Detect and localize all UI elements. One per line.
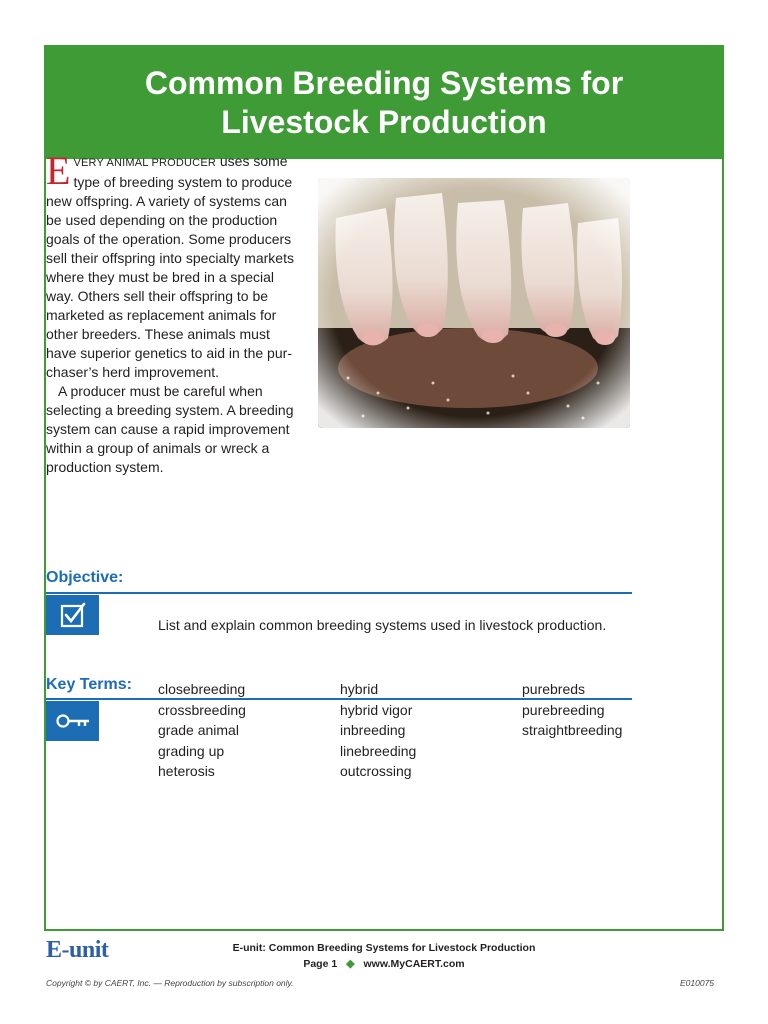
drop-cap: E xyxy=(46,148,71,193)
intro-smallcaps: VERY ANIMAL PRODUCER xyxy=(73,157,216,169)
key-term: heterosis xyxy=(158,763,215,779)
page-title xyxy=(104,64,664,142)
diamond-icon: ◆ xyxy=(346,958,355,970)
key-terms-heading: Key Terms: xyxy=(46,676,132,693)
key-terms-column-3 xyxy=(522,679,622,741)
key-term: straightbreeding xyxy=(522,722,623,738)
key-terms-column-1 xyxy=(158,679,246,782)
key-icon xyxy=(55,711,91,731)
key-term: purebreeding xyxy=(522,701,605,718)
key-term: outcrossing xyxy=(340,763,412,779)
key-terms-column-2 xyxy=(340,679,416,782)
objective-heading: Objective: xyxy=(46,569,124,586)
document-code: E010075 xyxy=(680,978,715,988)
key-term: crossbreeding xyxy=(158,701,246,718)
intro-paragraph-1 xyxy=(46,148,304,382)
intro-paragraph-1-rest: uses some type of breeding system to produce new offspring. A variety of systems can be used depending on the production goals of the operation. Some producers sell their offspring into specialty markets where they must be bred in a special way. Others sell their offspring to be marketed as replacement animals for other breeders. These animals must have superior genetics to aid in the purchaser’s herd improvement. xyxy=(46,153,294,380)
intro-text xyxy=(46,148,304,477)
title-line-1: Common Breeding Systems for xyxy=(144,65,624,101)
key-term: hybrid xyxy=(340,681,379,697)
intro-paragraph-2: A producer must be careful when selecting a breeding system. A breeding system can cause a rapid improvement within a group of animals or wreck a production system. xyxy=(46,383,294,475)
objective-text: List and explain common breeding systems used in livestock production. xyxy=(158,617,607,633)
footer-url[interactable]: www.MyCAERT.com xyxy=(363,958,465,970)
objective-icon-box xyxy=(46,595,99,635)
footer-unit-title: E-unit: Common Breeding Systems for Livestock Production xyxy=(232,942,536,954)
key-term: purebreds xyxy=(522,681,586,697)
objective-rule xyxy=(46,592,632,594)
copyright-text: Copyright © by CAERT, Inc. — Reproduction by subscription only. xyxy=(46,978,294,988)
eunit-logo: E-unit xyxy=(46,937,109,963)
footer-page-line xyxy=(0,957,768,970)
key-term: grading up xyxy=(158,742,225,759)
piglets-photo xyxy=(318,178,630,428)
key-term: linebreeding xyxy=(340,742,417,759)
checkbox-icon xyxy=(60,602,86,628)
key-term: inbreeding xyxy=(340,722,406,738)
title-line-2: Livestock Production xyxy=(221,104,547,140)
title-band xyxy=(46,47,722,159)
footer-page-number: Page 1 xyxy=(303,958,338,970)
key-term: grade animal xyxy=(158,722,239,738)
key-term: hybrid vigor xyxy=(340,701,413,718)
key-terms-icon-box xyxy=(46,701,99,741)
key-term: closebreeding xyxy=(158,681,246,697)
piglets-illustration xyxy=(318,178,630,428)
